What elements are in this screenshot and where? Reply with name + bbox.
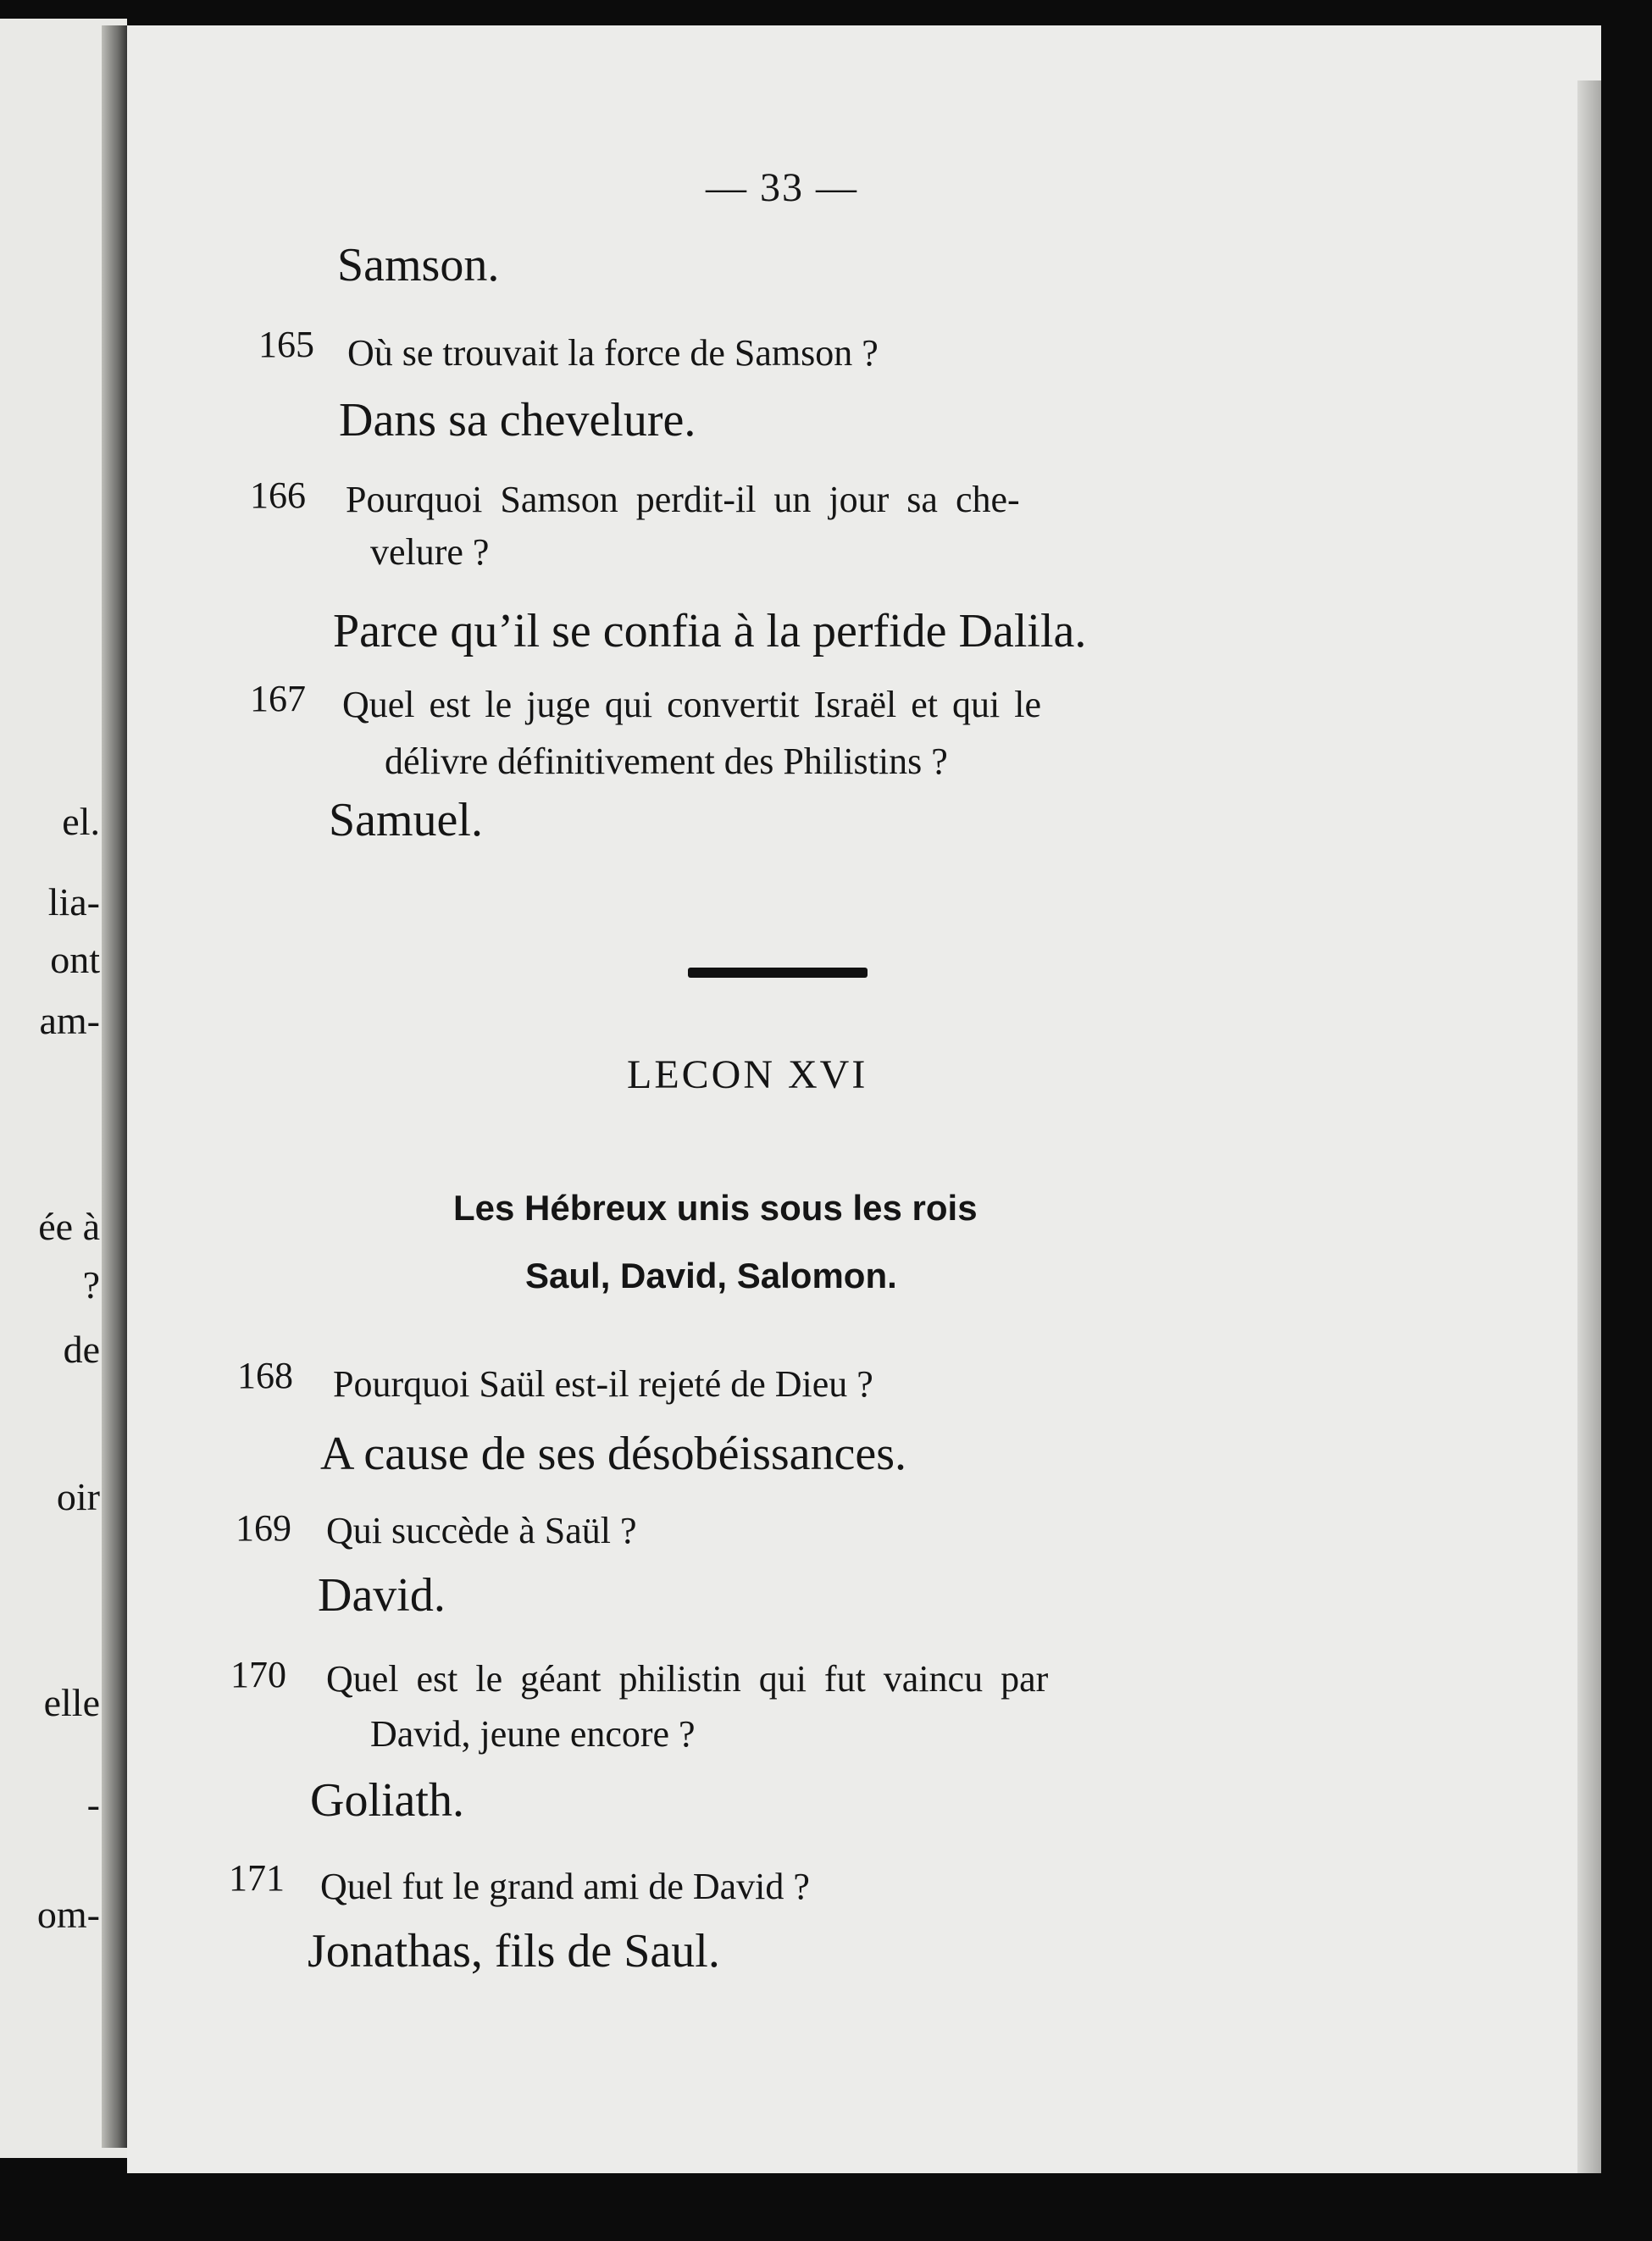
question-text: Où se trouvait la force de Samson ? (347, 332, 879, 374)
question-text: Qui succède à Saül ? (326, 1510, 637, 1551)
page-edge-shadow (1577, 80, 1601, 2173)
left-page-fragment: ée à (38, 1205, 100, 1248)
left-page-fragment: oir (56, 1475, 100, 1518)
question-number: 166 (250, 474, 306, 516)
left-page-fragment: - (86, 1783, 100, 1826)
question-text: Quel est le géant philistin qui fut vaincu par (326, 1658, 1049, 1700)
left-page-fragment: ? (82, 1263, 100, 1306)
question-number: 169 (236, 1507, 291, 1549)
book-gutter (102, 25, 129, 2148)
question-text: David, jeune encore ? (370, 1713, 696, 1755)
question-number: 171 (229, 1857, 285, 1899)
left-page-fragment: lia- (47, 880, 100, 924)
question-text: Pourquoi Samson perdit-il un jour sa che- (346, 479, 1020, 520)
page-number: — 33 — (706, 165, 858, 210)
lesson-subtitle: Saul, David, Salomon. (525, 1256, 897, 1295)
question-text: Quel est le juge qui convertit Israël et qui le (342, 684, 1041, 725)
question-text: velure ? (370, 531, 490, 573)
answer: Jonathas, fils de Saul. (308, 1925, 720, 1978)
left-page-fragment: elle (43, 1681, 100, 1724)
left-page-fragment: de (63, 1328, 100, 1371)
question-number: 165 (258, 324, 314, 365)
answer: David. (318, 1569, 446, 1622)
question-text: délivre définitivement des Philistins ? (385, 741, 948, 782)
section-divider (688, 968, 868, 978)
lesson-title: LECON XVI (627, 1052, 868, 1097)
left-page-fragment: am- (39, 999, 100, 1042)
answer: A cause de ses désobéissances. (320, 1428, 907, 1480)
question-text: Pourquoi Saül est-il rejeté de Dieu ? (333, 1363, 873, 1405)
left-page-fragment: ont (50, 938, 100, 981)
answer: Dans sa chevelure. (339, 394, 696, 447)
question-text: Quel fut le grand ami de David ? (320, 1866, 810, 1907)
question-number: 167 (250, 678, 306, 719)
answer: Goliath. (310, 1774, 464, 1827)
left-page-fragment: el. (62, 800, 100, 843)
answer: Samuel. (329, 794, 483, 846)
question-number: 168 (237, 1355, 293, 1396)
answer: Parce qu’il se confia à la perfide Dalila. (333, 605, 1087, 657)
question-number: 170 (230, 1654, 286, 1695)
left-page-fragment: om- (36, 1893, 100, 1936)
lesson-subtitle: Les Hébreux unis sous les rois (453, 1188, 978, 1228)
answer: Samson. (337, 239, 500, 291)
